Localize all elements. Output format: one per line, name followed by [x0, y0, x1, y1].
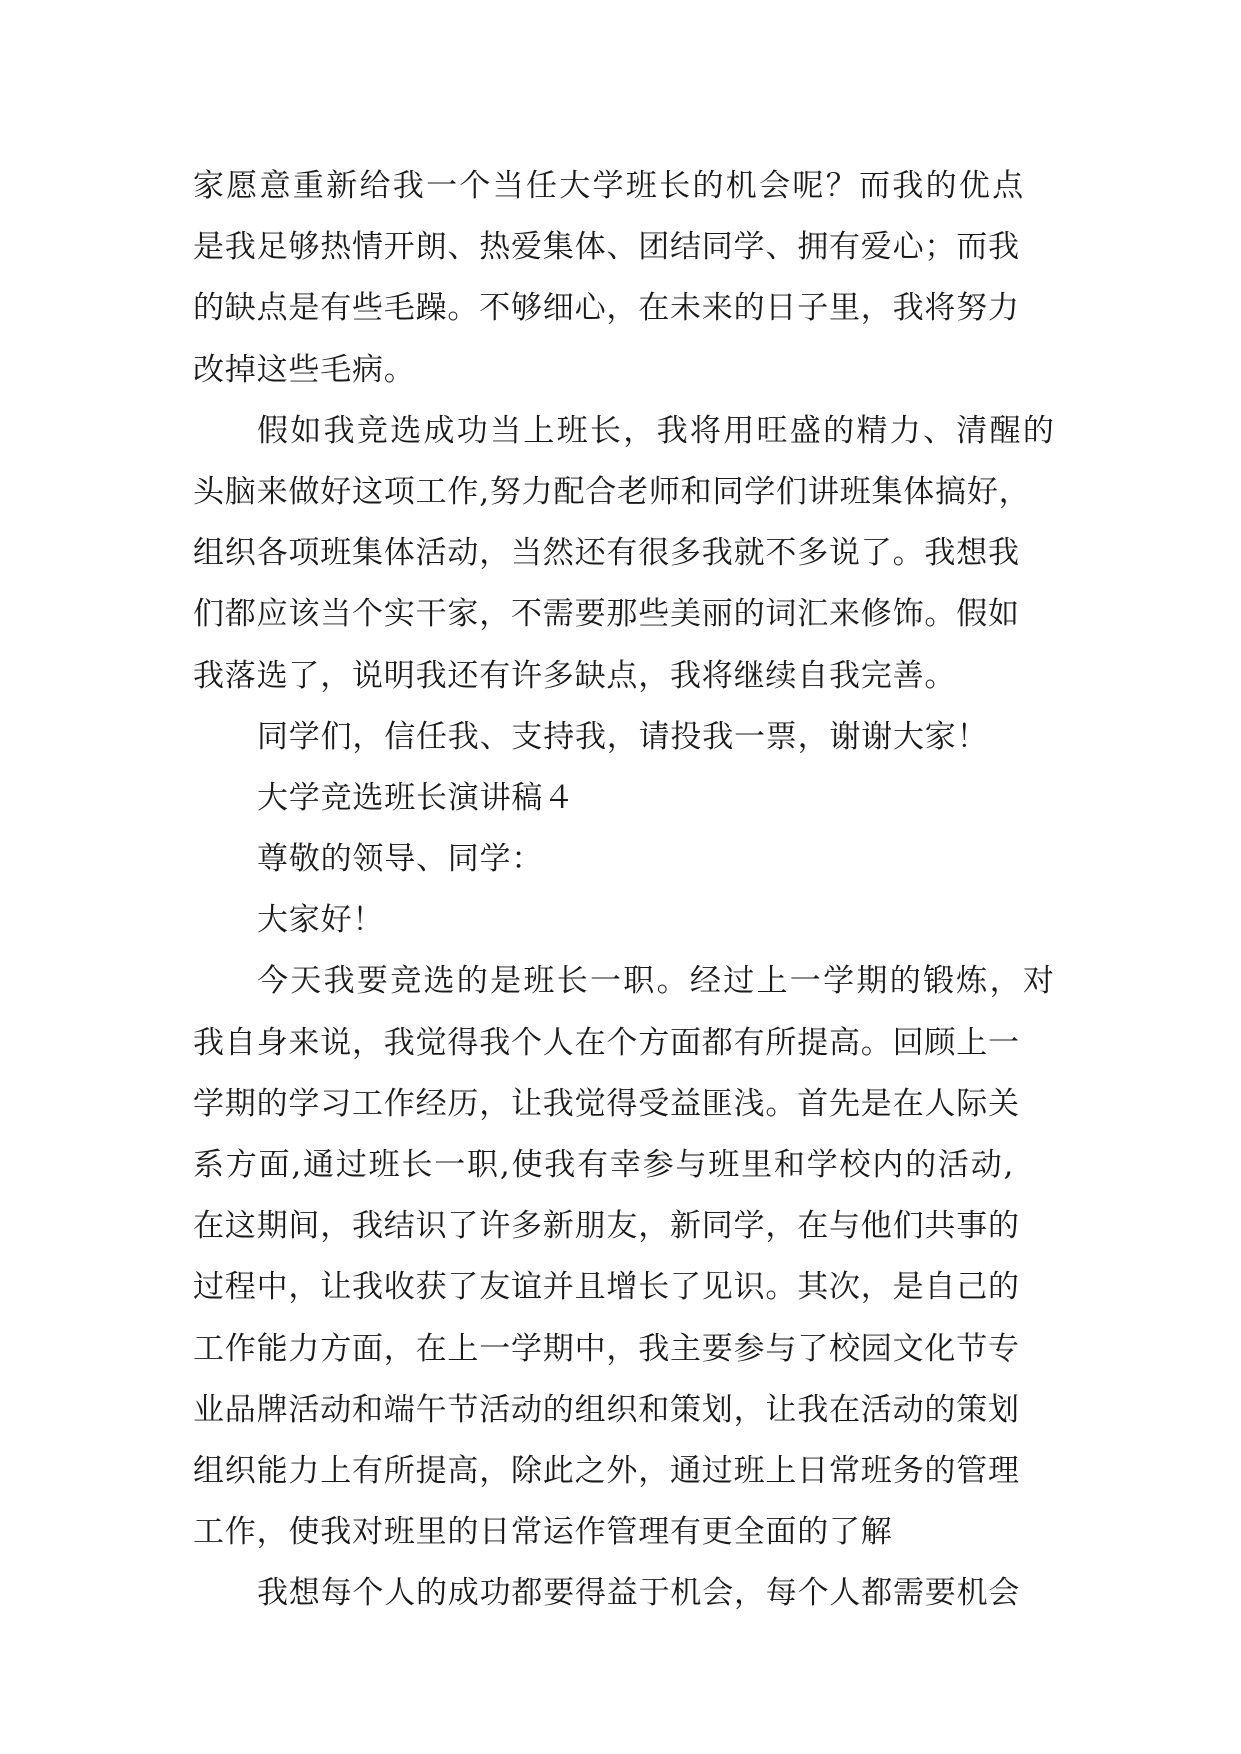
text-line: 工作能力方面，在上一学期中，我主要参与了校园文化节专: [193, 1330, 1020, 1367]
text-line: 改掉这些毛病。: [193, 351, 416, 388]
text-line: 假如我竞选成功当上班长，我将用旺盛的精力、清醒的: [257, 412, 1057, 449]
text-line: 工作，使我对班里的日常运作管理有更全面的了解: [193, 1514, 893, 1551]
text-line: 是我足够热情开朗、热爱集体、团结同学、拥有爱心；而我: [193, 229, 1020, 266]
text-line: 大学竞选班长演讲稿４: [257, 779, 575, 816]
text-line: 尊敬的领导、同学：: [257, 841, 544, 878]
text-line: 的缺点是有些毛躁。不够细心，在未来的日子里，我将努力: [193, 290, 1020, 327]
text-line: 学期的学习工作经历，让我觉得受益匪浅。首先是在人际关: [193, 1085, 1020, 1122]
text-line: 组织各项班集体活动，当然还有很多我就不多说了。我想我: [193, 535, 1020, 572]
text-line: 家愿意重新给我一个当任大学班长的机会呢？而我的优点: [193, 168, 1026, 204]
document-body: [193, 156, 1057, 1625]
text-line: 今天我要竞选的是班长一职。经过上一学期的锻炼，对: [257, 963, 1057, 1000]
text-line: 过程中，让我收获了友谊并且增长了见识。其次，是自己的: [193, 1269, 1020, 1306]
text-line: 大家好！: [257, 902, 385, 939]
text-line: 们都应该当个实干家，不需要那些美丽的词汇来修饰。假如: [193, 596, 1020, 633]
text-line: 我自身来说，我觉得我个人在个方面都有所提高。回顾上一: [193, 1024, 1020, 1061]
text-line: 头脑来做好这项工作,努力配合老师和同学们讲班集体搞好，: [193, 473, 1031, 510]
text-line: 我落选了，说明我还有许多缺点，我将继续自我完善。: [193, 657, 957, 694]
text-line: 同学们，信任我、支持我，请投我一票，谢谢大家！: [257, 718, 989, 755]
text-line: 系方面,通过班长一职,使我有幸参与班里和学校内的活动,: [193, 1147, 1016, 1183]
text-line: 我想每个人的成功都要得益于机会，每个人都需要机会: [257, 1575, 1021, 1612]
text-line: 业品牌活动和端午节活动的组织和策划，让我在活动的策划: [193, 1391, 1020, 1428]
text-line: 在这期间，我结识了许多新朋友，新同学，在与他们共事的: [193, 1208, 1020, 1245]
text-line: 组织能力上有所提高，除此之外，通过班上日常班务的管理: [193, 1452, 1020, 1489]
